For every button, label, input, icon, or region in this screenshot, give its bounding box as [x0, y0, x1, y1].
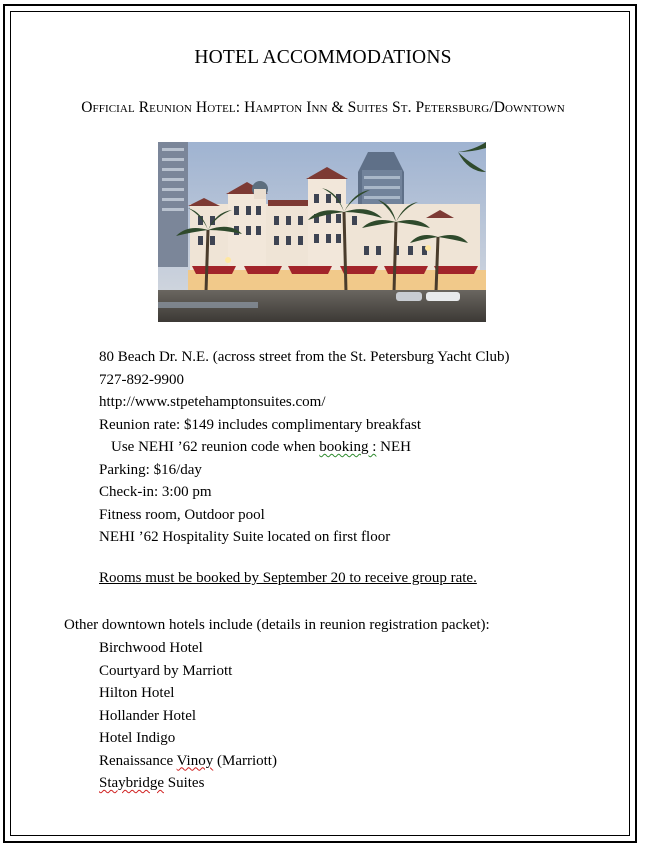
page-title: HOTEL ACCOMMODATIONS — [194, 47, 452, 68]
hotel-name-flagged: Staybridge — [99, 775, 164, 791]
booking-deadline: Rooms must be booked by September 20 to receive group rate. — [99, 570, 477, 586]
official-hotel-heading: Official Reunion Hotel: Hampton Inn & Suites St. Petersburg/Downtown — [81, 99, 565, 116]
list-item — [99, 637, 277, 660]
reunion-code-booking: booking : — [319, 439, 377, 455]
reunion-code-suffix: NEH — [376, 439, 411, 455]
parking-info: Parking: $16/day — [99, 461, 202, 478]
amenities-info: Fitness room, Outdoor pool — [99, 506, 265, 523]
list-item — [99, 727, 277, 750]
hotel-name: Hollander Hotel — [99, 707, 197, 724]
hotel-name-suffix: (Marriott) — [213, 752, 277, 769]
hotel-name-prefix: Renaissance — [99, 752, 177, 769]
hotel-name-suffix: Suites — [164, 775, 205, 791]
reunion-code-prefix: Use NEHI ’62 reunion code when — [111, 439, 320, 455]
list-item — [99, 705, 277, 728]
hotel-details — [99, 346, 510, 549]
hotel-phone: 727-892-9900 — [99, 371, 184, 388]
hotel-name-flagged: Vinoy — [176, 752, 214, 769]
hotel-address: 80 Beach Dr. N.E. (across street from the St. Petersburg Yacht Club) — [99, 349, 510, 365]
hotel-name: Hotel Indigo — [99, 730, 176, 746]
list-item — [99, 660, 277, 683]
hotel-name: Birchwood Hotel — [99, 640, 203, 656]
list-item — [99, 682, 277, 705]
other-hotels-list — [99, 637, 277, 795]
hotel-name: Courtyard by Marriott — [99, 662, 233, 679]
hotel-name: Hilton Hotel — [99, 685, 175, 701]
reunion-rate: Reunion rate: $149 includes complimentary breakfast — [99, 416, 421, 433]
reunion-code — [99, 436, 510, 459]
list-item — [99, 772, 277, 795]
checkin-info: Check-in: 3:00 pm — [99, 484, 212, 500]
list-item — [99, 750, 277, 773]
other-hotels-intro: Other downtown hotels include (details in reunion registration packet): — [64, 617, 490, 633]
hotel-photo — [158, 142, 486, 322]
hospitality-suite-info: NEHI ’62 Hospitality Suite located on first floor — [99, 529, 391, 545]
hotel-website[interactable]: http://www.stpetehamptonsuites.com/ — [99, 394, 326, 410]
